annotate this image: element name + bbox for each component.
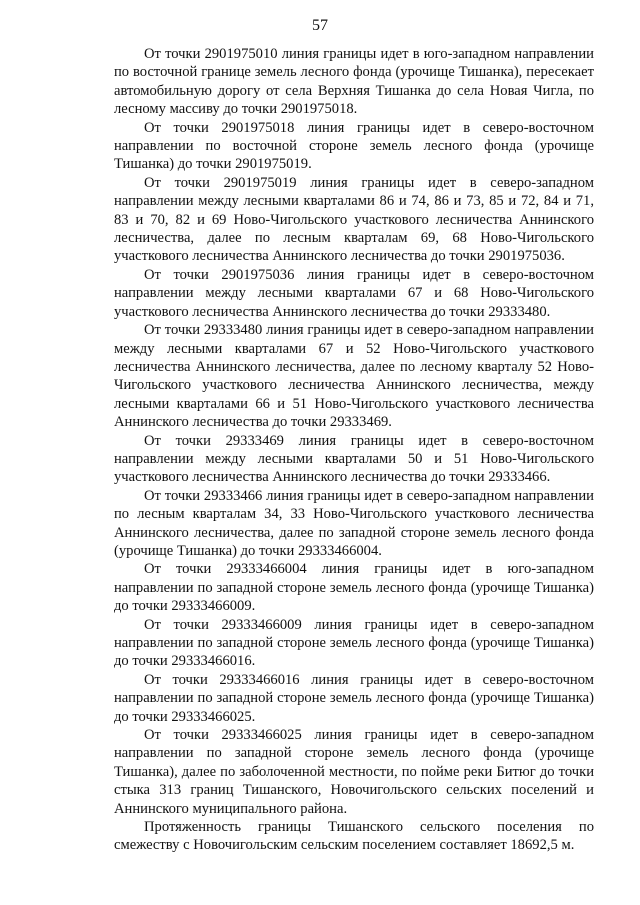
paragraph: От точки 29333469 линия границы идет в северо-восточном направлении между лесными кварталами 50 и 51 Ново-Чигольского участкового лесничества Аннинского лесничества до точки 29333466. [114,432,594,486]
paragraph: Протяженность границы Тишанского сельского поселения по смежеству с Новочигольским сельским поселением составляет 18692,5 м. [114,819,594,854]
paragraph: От точки 29333466009 линия границы идет в северо-западном направлении по западной стороне земель лесного фонда (урочище Тишанка) до точки 29333466016. [114,616,594,670]
paragraph: От точки 2901975010 линия границы идет в юго-западном направлении по восточной границе земель лесного фонда (урочище Тишанка), пересекает автомобильную дорогу от села Верхняя Тишанка до села Новая Чигла, по лесному массиву до точки 2901975018. [114,46,594,118]
document-body [114,45,594,855]
paragraph: От точки 2901975036 линия границы идет в северо-восточном направлении между лесными кварталами 67 и 68 Ново-Чигольского участкового лесничества Аннинского лесничества до точки 29333480. [114,266,594,320]
page-number: 57 [312,17,328,34]
paragraph: От точки 29333480 линия границы идет в северо-западном направлении между лесными кварталами 67 и 52 Ново-Чигольского участкового лесничества Аннинского лесничества, далее по лесному кварталу 52 Ново-Чигольского участкового лесничества Аннинского лесничества, между лесными кварталами 66 и 51 Ново-Чигольского участкового лесничества Аннинского лесничества до точки 29333469. [114,322,594,431]
paragraph: От точки 29333466004 линия границы идет в юго-западном направлении по западной стороне земель лесного фонда (урочище Тишанка) до точки 29333466009. [114,561,594,615]
paragraph: От точки 29333466 линия границы идет в северо-западном направлении по лесным кварталам 34, 33 Ново-Чигольского участкового лесничества Аннинского лесничества, далее по западной стороне земель лесного фонда (урочище Тишанка) до точки 29333466004. [114,487,594,559]
paragraph: От точки 2901975018 линия границы идет в северо-восточном направлении по восточной стороне земель лесного фонда (урочище Тишанка) до точки 2901975019. [114,119,594,173]
paragraph: От точки 2901975019 линия границы идет в северо-западном направлении между лесными кварталами 86 и 74, 86 и 73, 85 и 72, 84 и 71, 83 и 70, 82 и 69 Ново-Чигольского участкового лесничества Аннинского лесничества, далее по лесным кварталам 69, 68 Ново-Чигольского участкового лесничества Аннинского лесничества до точки 2901975036. [114,174,594,265]
paragraph: От точки 29333466025 линия границы идет в северо-западном направлении по западной стороне земель лесного фонда (урочище Тишанка), далее по заболоченной местности, по пойме реки Битюг до точки стыка 313 границ Тишанского, Новочигольского сельских поселений и Аннинского муниципального района. [114,727,594,817]
paragraph: От точки 29333466016 линия границы идет в северо-восточном направлении по западной стороне земель лесного фонда (урочище Тишанка) до точки 29333466025. [114,671,594,725]
